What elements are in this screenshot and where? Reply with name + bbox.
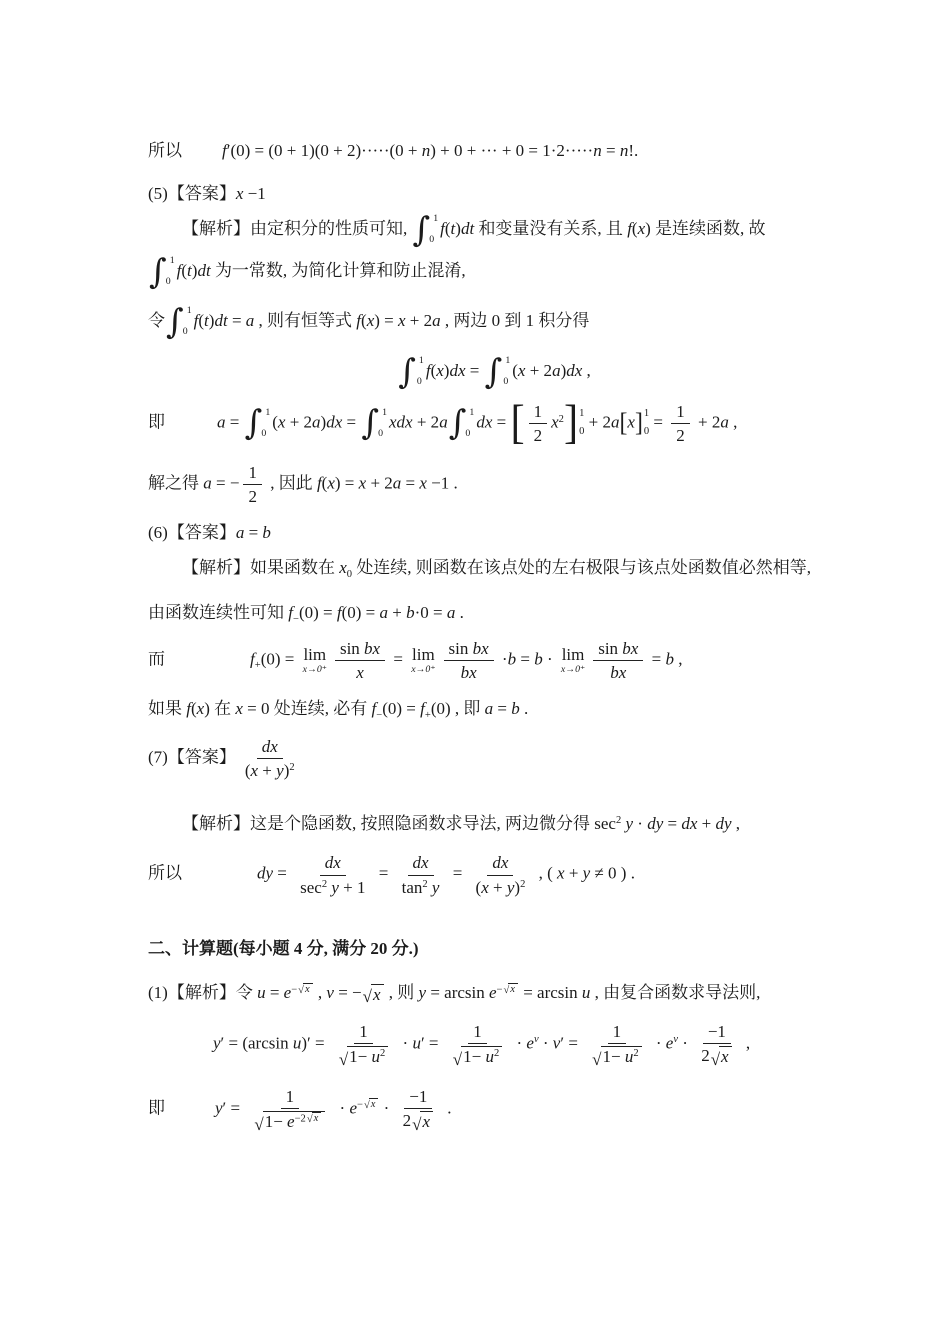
analysis-6-line-1: 【解析】如果函数在 x0 处连续, 则函数在该点处的左右极限与该点处函数值必然相等, [182, 558, 812, 580]
analysis-5-line-2: ∫ 1 0 f(t)dt 为一常数, 为简化计算和防止混淆, [149, 251, 466, 292]
conclusion-line-n-factorial: 所以 f′(0) = (0 + 1)(0 + 2)·····(0 + n) + 0 + ··· + 0 = 1·2·····n = n!. [148, 141, 639, 160]
section-2-heading: 二、计算题(每小题 4 分, 满分 20 分.) [148, 938, 419, 958]
analysis-6-line-2: 由函数连续性可知 f−(0) = f(0) = a + b·0 = a . [148, 603, 464, 626]
answer-5: (5)【答案】x −1 [148, 184, 266, 204]
analysis-7-line-1: 【解析】这是个隐函数, 按照隐函数求导法, 两边微分得 sec2 y · dy = dx + dy , [182, 814, 741, 834]
analysis-5-conclusion: 解之得 a = − $\frac{1}{2}$ , 因此 f(x) = x + 2a = x −1 . [148, 463, 458, 507]
analysis-5-line-3: 令 ∫ 1 0 f(t)dt = a , 则有恒等式 f(x) = x + 2a , 两边 0 到 1 积分得 [148, 301, 590, 342]
equation-y-prime-chain: y′ = (arcsin u)′ = 1 √ 1− u2 · u′ = 1 √ 1− u2 · ev · v′ = 1 √ 1− u2 · ev · −1 2 √ x , [213, 1021, 751, 1069]
equation-integral-both-sides: ∫ 1 0 f(x)dx = ∫ 1 0 (x + 2a)dx , [398, 351, 591, 392]
equation-a-evaluation: 即 a = ∫ 1 0 (x + 2a)dx = ∫ 1 0 xdx + 2a ∫ 1 0 dx = [ $\frac{1}{2}$ x2] 1 0 + 2a[x] 1 0 = $\frac{1}{2}$ + 2a , [148, 396, 738, 450]
analysis-2-1-line-1: (1)【解析】令 u = e− √ x , v = − √ x , 则 y = arcsin e− √ x = arcsin u , 由复合函数求导法则, [148, 983, 761, 1007]
equation-y-prime-final: 即 y′ = 1 √ 1− e−2 √ x · e− √ x · −1 2 √ x . [148, 1086, 452, 1134]
equation-dy-result: 所以 dy = $\frac{dx}{\sec 2 y + 1}$ = $\frac{dx}{\tan 2 y}$ = $\frac{dx}{(x + y)2}$ , ( x + y ≠ 0 ) . [148, 853, 635, 897]
answer-6: (6)【答案】a = b [148, 522, 271, 542]
equation-right-limit: 而 f+(0) = lim x→0⁺ $\frac{\text{sin bx}}{x}$ = lim x→0⁺ $\frac{\text{sin bx}}{bx}$ ·b = b · lim x→0⁺ $\frac{\text{sin bx}}{bx}$ = b , [148, 638, 683, 682]
analysis-5-line-1: 【解析】由定积分的性质可知, ∫ 1 0 f(t)dt 和变量没有关系, 且 f(x) 是连续函数, 故 [182, 209, 766, 250]
analysis-6-conclusion: 如果 f(x) 在 x = 0 处连续, 必有 f−(0) = f+(0) , 即 a = b . [148, 699, 529, 721]
answer-7: (7)【答案】 $\frac{dx}{(x + y)2}$ [148, 736, 295, 780]
